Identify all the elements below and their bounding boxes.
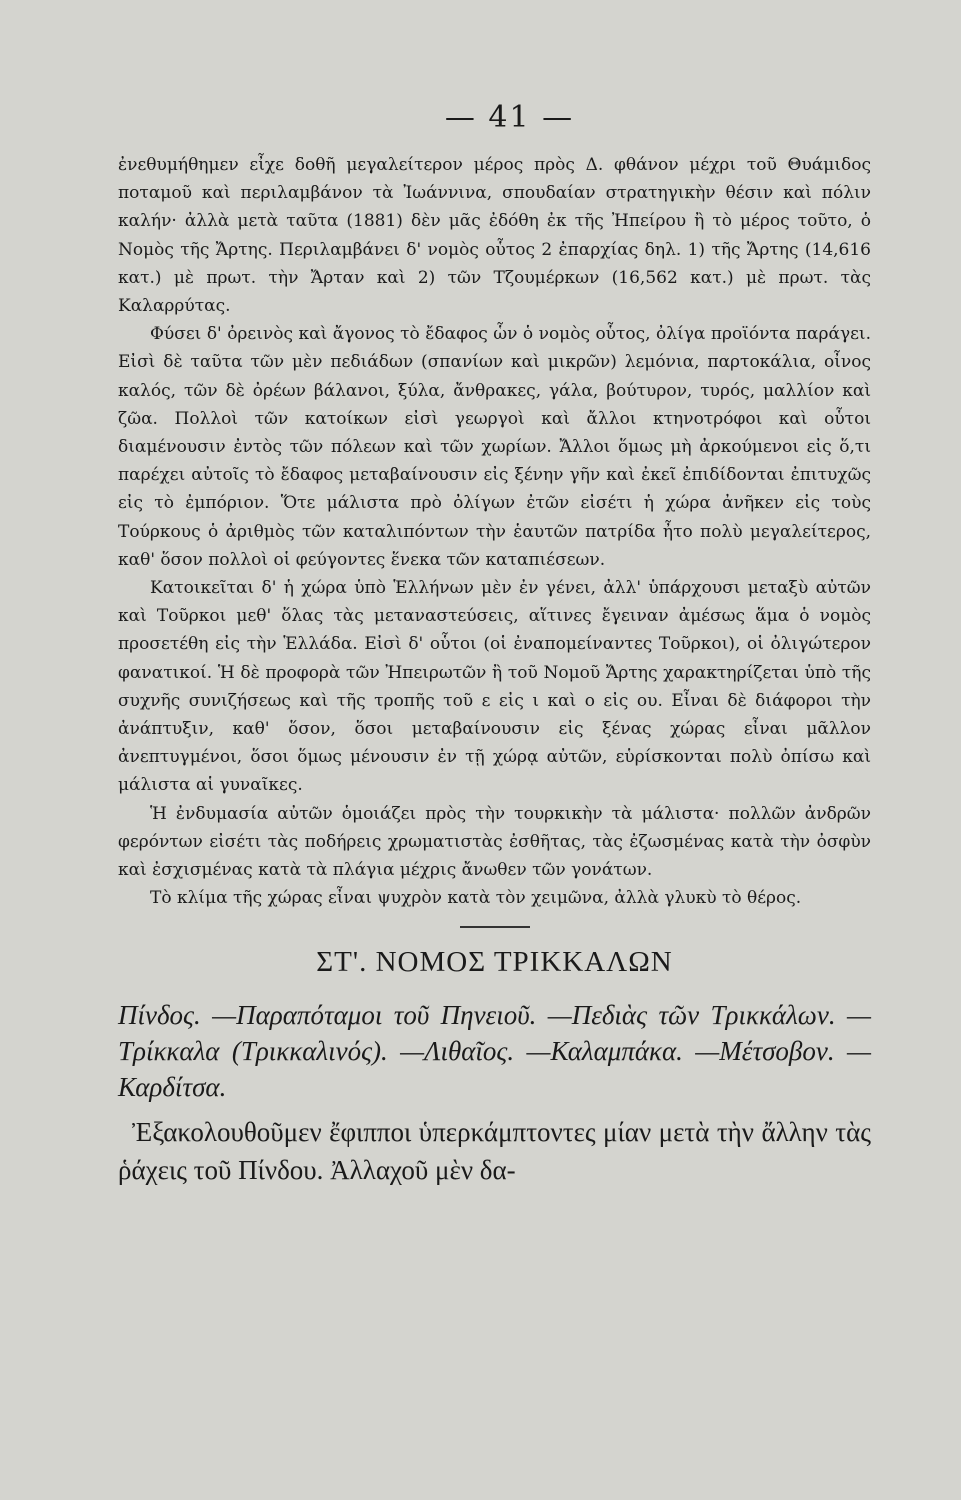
paragraph: Φύσει δ' ὀρεινὸς καὶ ἄγονος τὸ ἔδαφος ὧν ὁ νομὸς οὗτος, ὀλίγα προϊόντα παράγει. Εἰσὶ δὲ ταῦτα τῶν μὲν πεδιάδων (σπανίων καὶ μικρῶν) λεμόνια, παρτοκάλια, οἶνος καλός, τῶν δὲ ὀρέων βάλανοι, ξύλα, ἄνθρακες, γάλα, βούτυρον, τυρός, μαλλίον καὶ ζῶα. Πολλοὶ τῶν κατοίκων εἰσὶ γεωργοὶ καὶ ἄλλοι κτηνοτρόφοι καὶ οὗτοι διαμένουσιν ἐντὸς τῶν πόλεων καὶ τῶν χωρίων. Ἄλλοι ὅμως μὴ ἀρκούμενοι εἰς ὅ,τι παρέχει αὐτοῖς τὸ ἔδαφος μεταβαίνουσιν εἰς ξένην γῆν καὶ ἐκεῖ ἐπιδίδονται ἐπιτυχῶς εἰς τὸ ἐμπόριον. Ὅτε μάλιστα πρὸ ὀλίγων ἐτῶν εἰσέτι ἡ χώρα ἀνῆκεν εἰς τοὺς Τούρκους ὁ ἀριθμὸς τῶν καταλιπόντων τὴν ἑαυτῶν πατρίδα ἦτο πολὺ μεγαλείτερος, καθ' ὅσον πολλοὶ οἱ φεύγοντες ἕνεκα τῶν καταπιέσεων.	[118, 324, 871, 570]
paragraph: Ἡ ἐνδυμασία αὐτῶν ὁμοιάζει πρὸς τὴν τουρκικὴν τὰ μάλιστα· πολλῶν ἀνδρῶν φερόντων εἰσέτι τὰς ποδήρεις χρωματιστὰς ἐσθῆτας, τὰς ἐζωσμένας κατὰ τὴν ὀσφὺν καὶ ἐσχισμένας κατὰ τὰ πλάγια μέχρις ἄνωθεν τῶν γονάτων.	[118, 803, 871, 881]
section-summary: Πίνδος. —Παραπόταμοι τοῦ Πηνειοῦ. —Πεδιὰς τῶν Τρικκάλων. —Τρίκκαλα (Τρικκαλινός). —Λιθαῖος. —Καλαμπάκα. —Μέτσοβον. —Καρδίτσα.	[118, 1000, 871, 1103]
section-heading: ΣΤ'. ΝΟΜΟΣ ΤΡΙΚΚΑΛΩΝ	[316, 946, 673, 979]
page-number: — 41 —	[444, 100, 575, 135]
paragraph: ἐνεθυμήθημεν εἶχε δοθῆ μεγαλείτερον μέρος πρὸς Δ. φθάνον μέχρι τοῦ Θυάμιδος ποταμοῦ καὶ περιλαμβάνον τὰ Ἰωάννινα, σπουδαίαν στρατηγικὴν θέσιν καὶ πόλιν καλήν· ἀλλὰ μετὰ ταῦτα (1881) δὲν μᾶς ἐδόθη ἐκ τῆς Ἠπείρου ἢ τὸ μέρος τοῦτο, ὁ Νομὸς τῆς Ἄρτης. Περιλαμβάνει δ' νομὸς οὗτος 2 ἐπαρχίας δηλ. 1) τῆς Ἄρτης (14,616 κατ.) μὲ πρωτ. τὴν Ἄρταν καὶ 2) τῶν Τζουμέρκων (16,562 κατ.) μὲ πρωτ. τὰς Καλαρρύτας.	[118, 155, 871, 317]
section-opening-paragraph: Ἐξακολουθοῦμεν ἔφιπποι ὑπερκάμπτοντες μίαν μετὰ τὴν ἄλλην τὰς ῥάχεις τοῦ Πίνδου. Ἀλλαχοῦ μὲν δα-	[118, 1117, 871, 1186]
section-divider	[460, 926, 530, 928]
paragraph: Τὸ κλίμα τῆς χώρας εἶναι ψυχρὸν κατὰ τὸν χειμῶνα, ἀλλὰ γλυκὺ τὸ θέρος.	[150, 888, 802, 909]
paragraph: Κατοικεῖται δ' ἡ χώρα ὑπὸ Ἑλλήνων μὲν ἐν γένει, ἀλλ' ὑπάρχουσι μεταξὺ αὐτῶν καὶ Τοῦρκοι μεθ' ὅλας τὰς μεταναστεύσεις, αἵτινες ἔγειναν ἀμέσως ἅμα ὁ νομὸς προσετέθη εἰς τὴν Ἑλλάδα. Εἰσὶ δ' οὗτοι (οἱ ἐναπομείναντες Τοῦρκοι), οἱ ὀλιγώτερον φανατικοί. Ἡ δὲ προφορὰ τῶν Ἠπειρωτῶν ἢ τοῦ Νομοῦ Ἄρτης χαρακτηρίζεται ὑπὸ τῆς συχνῆς συνιζήσεως καὶ τῆς τροπῆς τοῦ ε εἰς ι καὶ ο εἰς ου. Εἶναι δὲ διάφοροι τὴν ἀνάπτυξιν, καθ' ὅσον, ὅσοι μεταβαίνουσιν εἰς ξένας χώρας εἶναι μᾶλλον ἀνεπτυγμένοι, ὅσοι ὅμως μένουσιν ἐν τῇ χώρᾳ αὐτῶν, εὑρίσκονται πολὺ ὀπίσω καὶ μάλιστα αἱ γυναῖκες.	[118, 578, 871, 796]
body-text	[118, 151, 871, 912]
